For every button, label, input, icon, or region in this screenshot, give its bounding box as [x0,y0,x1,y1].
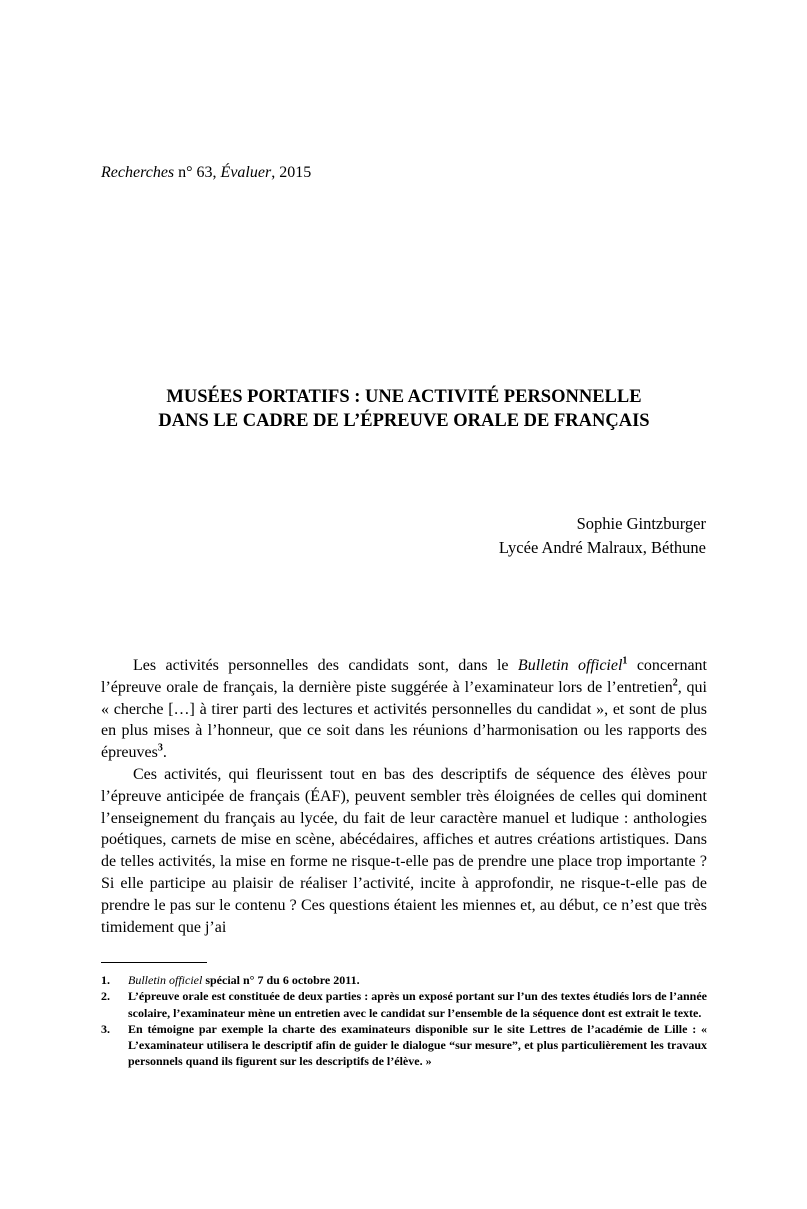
author-block [499,512,706,560]
title-line-1: MUSÉES PORTATIFS : UNE ACTIVITÉ PERSONNELLE [166,387,642,407]
issue-year: , 2015 [271,164,312,181]
issue-theme: Évaluer [220,164,272,181]
footnote-text: En témoigne par exemple la charte des examinateurs disponible sur le site Lettres de l’académie de Lille : « L’examinateur utilisera le descriptif afin de guider le dialogue “sur mesure”, et plus particulièrement les travaux personnels quand ils figurent sur les descriptifs de l’élève. » [128,1021,707,1069]
footnotes [101,972,707,1070]
author-name: Sophie Gintzburger [576,514,706,533]
title-line-2: DANS LE CADRE DE L’ÉPREUVE ORALE DE FRANÇAIS [158,411,650,431]
footnote-number: 3. [101,1021,110,1036]
running-header [101,164,311,182]
footnote-number: 2. [101,989,110,1004]
footnote-2 [101,988,707,1021]
footnote-number: 1. [101,973,110,987]
footnote-1 [101,972,707,988]
footnote-italic: Bulletin officiel [128,973,203,987]
article-title [60,385,748,433]
footnote-text: L’épreuve orale est constituée de deux parties : après un exposé portant sur l’un des textes étudiés lors de l’année scolaire, l’examinateur mène un entretien avec le candidat sur l’ensemble de la séquence dont est extrait le texte. [128,989,707,1020]
paragraph-1-text-c: , qui « cherche […] à tirer parti des lectures et activités personnelles du candidat », et sont de plus en plus mises à l’honneur, que ce soit dans les réunions d’harmonisation ou les rapports des épreuves [101,678,707,762]
footnote-ref-1[interactable]: 1 [622,655,628,667]
footnote-text [128,972,707,988]
bulletin-officiel-italic: Bulletin officiel [517,657,623,674]
paragraph-1-text-b: concernant l’épreuve orale de français, la dernière piste suggérée à l’examinateur lors de l’entretien [101,657,708,696]
footnote-body: spécial n° 7 du 6 octobre 2011. [202,973,360,987]
issue-number: n° 63, [178,164,217,181]
footnote-ref-3[interactable]: 3 [157,742,163,754]
article-body [101,655,707,938]
paragraph-1 [101,655,707,764]
paragraph-2: Ces activités, qui fleurissent tout en bas des descriptifs de séquence des élèves pour l’épreuve anticipée de français (ÉAF), peuvent sembler très éloignées de celles qui dominent l’enseignement du français au lycée, du fait de leur caractère manuel et ludique : anthologies poétiques, carnets de mise en scène, abécédaires, affiches et autres créations artistiques. Dans de telles activités, la mise en forme ne risque-t-elle pas de prendre une place trop importante ? Si elle participe au plaisir de réaliser l’activité, incite à approfondir, ne risque-t-elle pas de prendre le pas sur le contenu ? Ces questions étaient les miennes et, au début, ce n’est que très timidement que j’ai [101,765,707,936]
paragraph-1-text-d: . [162,744,167,762]
paragraph-1-text-a: Les activités personnelles des candidats sont, dans le [133,657,518,674]
journal-name: Recherches [101,164,175,181]
footnote-ref-2[interactable]: 2 [672,677,678,689]
author-affiliation: Lycée André Malraux, Béthune [498,538,706,557]
footnote-separator [101,962,207,963]
footnote-3 [101,1021,707,1070]
